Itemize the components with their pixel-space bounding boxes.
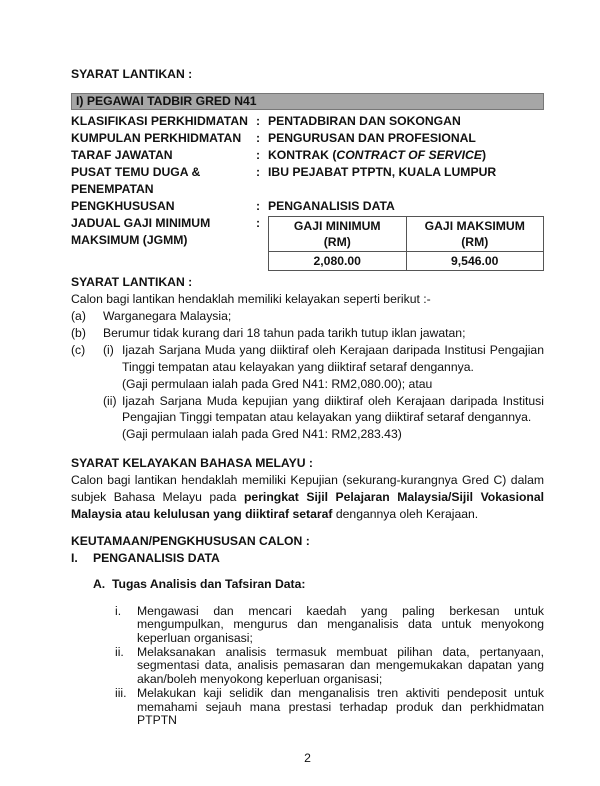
duties-list — [115, 605, 544, 728]
item-b-row — [71, 325, 544, 342]
header-unit: (RM) — [461, 235, 489, 249]
item-c-row — [71, 342, 544, 443]
section-heading: SYARAT LANTIKAN : — [71, 67, 193, 81]
header-text: GAJI MAKSIMUM — [424, 219, 525, 233]
salary-table — [268, 216, 544, 271]
item-c-ii: Ijazah Sarjana Muda kepujian yang diiktiraf oleh Kerajaan daripada Institusi Pengajian Tinggi tempatan atau kelayakan yang diiktiraf setaraf dengannya. — [122, 393, 544, 425]
label-penempatan: PENEMPATAN — [71, 182, 154, 196]
item-mark: i. — [115, 603, 122, 618]
item-c-ii-body — [122, 393, 544, 444]
sub-heading-row — [71, 550, 544, 567]
salary-cell — [268, 215, 544, 271]
item-mark: (i) — [103, 343, 114, 357]
item-mark: (ii) — [103, 393, 117, 408]
label-jadual-1: JADUAL GAJI MINIMUM — [71, 216, 211, 230]
value-klasifikasi: PENTADBIRAN DAN SOKONGAN — [268, 114, 461, 128]
colon: : — [256, 199, 261, 213]
value-pusat: IBU PEJABAT PTPTN, KUALA LUMPUR — [268, 165, 497, 179]
item-a-row — [71, 308, 544, 325]
item-c-i-row — [103, 342, 544, 393]
min-salary: 2,080.00 — [269, 252, 407, 271]
duty-row — [115, 646, 544, 687]
bold-text: peringkat Sijil Pelajaran Malaysia/Sijil Vokasional Malaysia atau kelulusan yang diiktiraf setaraf — [71, 489, 545, 521]
item-b: Berumur tidak kurang dari 18 tahun pada tarikh tutup iklan jawatan; — [103, 326, 466, 340]
table-row — [269, 252, 544, 271]
position-title: I) PEGAWAI TADBIR GRED N41 — [76, 94, 257, 108]
item-a: Warganegara Malaysia; — [103, 309, 232, 323]
header-unit: (RM) — [323, 235, 351, 249]
table-row — [269, 217, 544, 252]
duty-item: Melakukan kaji selidik dan menganalisis tren aktiviti pendeposit untuk memahami sejauh mana prestasi terhadap produk dan perkhidmatan PTPTN — [137, 685, 544, 728]
value-kumpulan: PENGURUSAN DAN PROFESIONAL — [268, 131, 476, 145]
item-c-i: Ijazah Sarjana Muda yang diiktiraf oleh Kerajaan daripada Institusi Pengajian Tinggi tempatan atau kelayakan yang diiktiraf setaraf dengannya. — [122, 343, 544, 374]
label-pusat-line1: PUSAT TEMU DUGA & — [71, 165, 201, 179]
position-title-bar — [71, 93, 544, 110]
label-pusat — [71, 164, 256, 198]
colon: : — [256, 165, 261, 179]
item-c-ii-note: (Gaji permulaan ialah pada Gred N41: RM2,283.43) — [122, 427, 402, 442]
max-salary: 9,546.00 — [406, 252, 544, 271]
colon: : — [256, 216, 261, 230]
page-number: 2 — [304, 750, 311, 765]
duty-row — [115, 605, 544, 646]
label-jadual-2: MAKSIMUM (JGMM) — [71, 233, 188, 247]
syarat-intro: Calon bagi lantikan hendaklah memiliki kelayakan seperti berikut :- — [71, 292, 431, 306]
item-c-ii-row — [103, 393, 544, 444]
item-c-i-note: (Gaji permulaan ialah pada Gred N41: RM2,080.00); atau — [122, 376, 433, 391]
item-mark: (a) — [71, 309, 86, 323]
value-italic: CONTRACT OF SERVICE — [336, 148, 482, 162]
item-c-body — [103, 342, 544, 443]
bahasa-text — [71, 472, 544, 522]
header-max — [406, 217, 544, 252]
colon: : — [256, 148, 261, 162]
header-min — [269, 217, 407, 252]
duty-row — [115, 687, 544, 728]
sub-mark: I. — [71, 550, 78, 565]
value-taraf — [268, 147, 544, 164]
text: Calon bagi lantikan hendaklah memiliki Kepujian (sekurang-kurangnya Gred C) dalam subjek Bahasa Melayu pada — [71, 473, 544, 504]
label-pengkhususan: PENGKHUSUSAN — [71, 199, 175, 213]
position-details — [71, 113, 544, 271]
duty-item: Melaksanakan analisis termasuk membuat pilihan data, pertanyaan, segmentasi data, analisis pemasaran dan mengemukakan dapatan yang akan/boleh menyokong keperluan organisasi; — [137, 644, 544, 687]
value-prefix: KONTRAK ( — [268, 148, 337, 162]
colon: : — [256, 131, 261, 145]
sub-title: PENGANALISIS DATA — [93, 550, 220, 565]
value-suffix: ) — [481, 148, 487, 162]
item-mark: ii. — [115, 644, 124, 659]
syarat-heading: SYARAT LANTIKAN : — [71, 275, 193, 289]
header-text: GAJI MINIMUM — [293, 219, 381, 233]
label-klasifikasi: KLASIFIKASI PERKHIDMATAN — [71, 114, 248, 128]
item-mark: (b) — [71, 326, 86, 340]
value-pengkhususan: PENGANALISIS DATA — [268, 199, 395, 213]
colon: : — [256, 114, 261, 128]
label-taraf: TARAF JAWATAN — [71, 148, 173, 162]
subsection-title: A. Tugas Analisis dan Tafsiran Data: — [93, 576, 306, 591]
duty-item: Mengawasi dan mencari kaedah yang paling berkesan untuk mengumpulkan, mengurus dan menganalisis data untuk menyokong keperluan organisasi; — [137, 603, 544, 645]
item-c-i-body — [122, 342, 544, 393]
label-kumpulan: KUMPULAN PERKHIDMATAN — [71, 131, 242, 145]
label-jadual — [71, 215, 256, 271]
text: dengannya oleh Kerajaan. — [332, 506, 479, 521]
bahasa-heading: SYARAT KELAYAKAN BAHASA MELAYU : — [71, 456, 313, 471]
keutamaan-heading: KEUTAMAAN/PENGKHUSUSAN CALON : — [71, 533, 310, 548]
item-mark: (c) — [71, 343, 86, 357]
item-mark: iii. — [115, 685, 127, 700]
